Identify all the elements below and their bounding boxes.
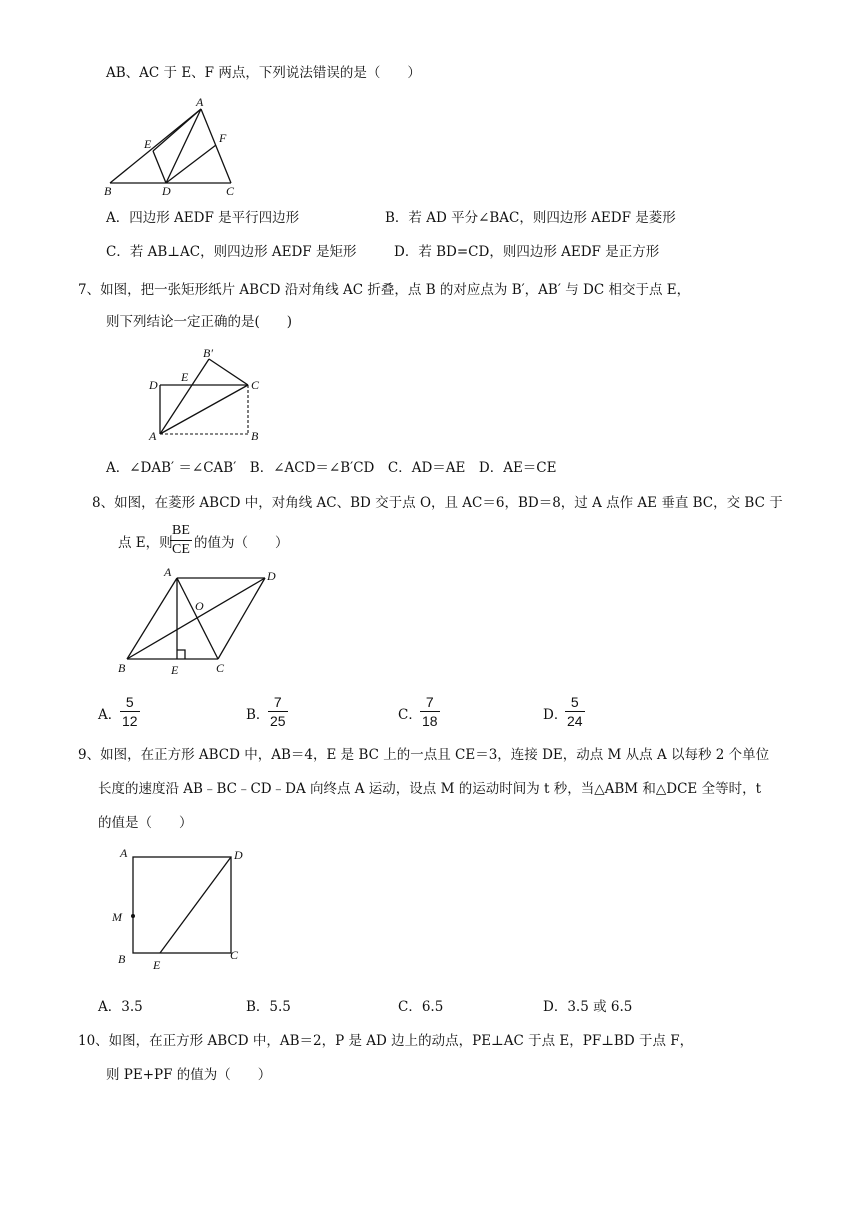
- q6-label-b: B: [104, 184, 112, 198]
- q8-label-e: E: [171, 663, 179, 677]
- q8-label-b: B: [118, 661, 126, 675]
- q9-label-c: C: [230, 948, 239, 962]
- q6-option-a: A．四边形 AEDF 是平行四边形: [106, 210, 300, 226]
- q9-label-e: E: [153, 958, 161, 972]
- q9-label-d: D: [234, 848, 243, 862]
- q7-stem-line1: 7、如图，把一张矩形纸片 ABCD 沿对角线 AC 折叠，点 B 的对应点为 B′，AB′ 与 DC 相交于点 E，: [78, 282, 691, 298]
- q10-stem-line1: 10、如图，在正方形 ABCD 中，AB＝2，P 是 AD 边上的动点，PE⊥AC 于点 E，PF⊥BD 于点 F，: [78, 1033, 694, 1049]
- q6-label-a: A: [196, 95, 204, 109]
- q8-stem-line2-post: 的值为（ ）: [194, 535, 289, 551]
- q6-label-c: C: [226, 184, 235, 198]
- q10-stem-line2: 则 PE+PF 的值为（ ）: [106, 1067, 272, 1083]
- q8-figure: [115, 564, 285, 679]
- q7-label-e: E: [181, 370, 189, 384]
- q7-label-b-prime: B′: [203, 346, 213, 360]
- q8-stem-fraction: [170, 523, 192, 558]
- q9-stem-line3: 的值是（ ）: [98, 815, 193, 831]
- q8-option-a-fraction: [120, 694, 140, 729]
- q8-fraction-numerator: BE: [172, 523, 190, 538]
- q9-option-d: D．3.5 或 6.5: [543, 999, 633, 1015]
- q9-option-c: C．6.5: [398, 999, 444, 1015]
- q9-stem-line2: 长度的速度沿 AB﹣BC﹣CD﹣DA 向终点 A 运动，设点 M 的运动时间为 t 秒，当△ABM 和△DCE 全等时，t: [98, 781, 761, 797]
- q6-label-e: E: [144, 137, 152, 151]
- q8-option-c-num: 7: [425, 694, 434, 710]
- q9-label-m: M: [112, 910, 122, 924]
- q9-figure: [108, 843, 258, 973]
- q8-fraction-denominator: CE: [172, 542, 190, 557]
- q8-option-d-num: 5: [570, 694, 579, 710]
- q7-label-a: A: [149, 429, 157, 443]
- q6-option-d: D．若 BD=CD，则四边形 AEDF 是正方形: [394, 244, 660, 260]
- q8-option-c-den: 18: [422, 713, 438, 729]
- q8-option-c-fraction: [420, 694, 440, 729]
- q8-option-d-fraction: [565, 694, 585, 729]
- q7-stem-line2: 则下列结论一定正确的是( ): [106, 314, 293, 330]
- q8-option-a-num: 5: [125, 694, 134, 710]
- q8-label-a: A: [164, 565, 172, 579]
- q9-option-a: A．3.5: [98, 999, 143, 1015]
- q8-label-d: D: [267, 569, 276, 583]
- q6-label-f: F: [219, 131, 227, 145]
- q7-label-c: C: [251, 378, 260, 392]
- q9-label-a: A: [120, 846, 128, 860]
- q8-option-b-num: 7: [273, 694, 282, 710]
- q6-label-d: D: [162, 184, 171, 198]
- q6-stem-tail: AB、AC 于 E、F 两点，下列说法错误的是（ ）: [106, 65, 421, 81]
- q8-stem-line2-pre: 点 E，则: [118, 535, 173, 551]
- q8-option-a-den: 12: [122, 713, 138, 729]
- q7-label-b: B: [251, 429, 259, 443]
- q8-label-o: O: [195, 599, 204, 613]
- q8-option-b-den: 25: [270, 713, 286, 729]
- q6-option-b: B．若 AD 平分∠BAC，则四边形 AEDF 是菱形: [385, 210, 676, 226]
- q6-figure: [100, 96, 240, 196]
- q9-option-b: B．5.5: [246, 999, 291, 1015]
- q8-label-c: C: [216, 661, 225, 675]
- q8-option-d-label: D．: [543, 707, 568, 723]
- q8-stem-line1: 8、如图，在菱形 ABCD 中，对角线 AC、BD 交于点 O，且 AC＝6，BD＝8，过 A 点作 AE 垂直 BC，交 BC 于: [92, 495, 783, 511]
- q8-option-d-den: 24: [567, 713, 583, 729]
- q7-label-d: D: [149, 378, 158, 392]
- q9-label-b: B: [118, 952, 126, 966]
- q8-option-a-label: A．: [98, 707, 122, 723]
- q8-option-b-fraction: [268, 694, 288, 729]
- q8-option-c-label: C．: [398, 707, 422, 723]
- q6-option-c: C．若 AB⊥AC，则四边形 AEDF 是矩形: [106, 244, 357, 260]
- q8-option-b-label: B．: [246, 707, 270, 723]
- q7-options: A．∠DAB′ ＝∠CAB′ B．∠ACD＝∠B′CD C．AD＝AE D．AE＝CE: [106, 460, 557, 476]
- q7-figure: [145, 345, 275, 445]
- q9-stem-line1: 9、如图，在正方形 ABCD 中，AB＝4，E 是 BC 上的一点且 CE＝3，连接 DE，动点 M 从点 A 以每秒 2 个单位: [78, 747, 770, 763]
